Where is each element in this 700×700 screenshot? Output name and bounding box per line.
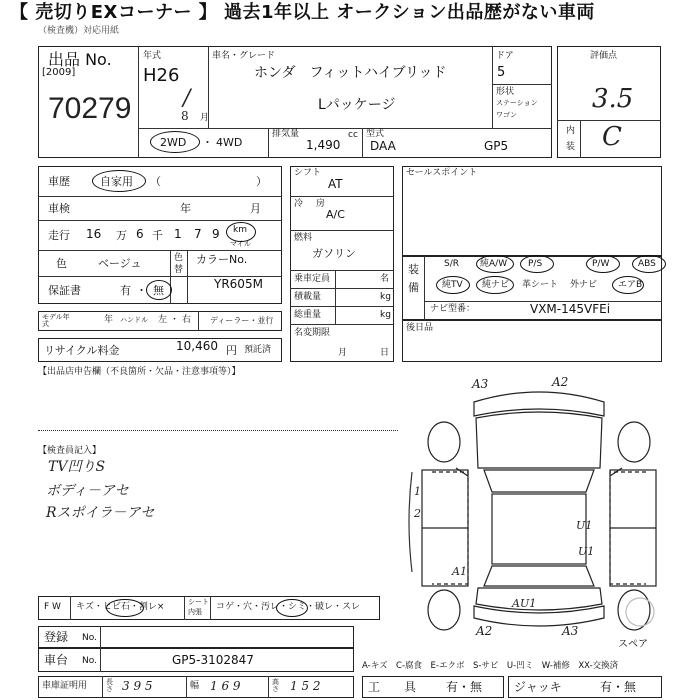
inspector-line-3: Rスポイラ－アセ: [46, 505, 155, 521]
inspection-month-unit: 月: [250, 202, 261, 215]
mileage-d5: 9: [212, 227, 220, 241]
equip-aw: 純A/W: [480, 259, 508, 269]
weight-label: 総重量: [294, 310, 322, 320]
mileage-u1: 万: [116, 229, 127, 242]
grade: Lパッケージ: [318, 97, 396, 113]
mileage-d4: 7: [194, 227, 202, 241]
mileage-d1: 16: [86, 227, 102, 241]
aircon-label2: 房: [316, 199, 326, 209]
shift-value: AT: [328, 177, 343, 191]
equipment-label2: 備: [408, 281, 419, 294]
diag-mark-a3-top: A3: [472, 377, 489, 391]
diag-mark-u1-upper: U1: [576, 519, 593, 532]
inspector-line-1: TV凹りS: [48, 459, 106, 475]
load-label: 積載量: [294, 292, 322, 302]
warranty-yes: 有: [120, 284, 131, 297]
recycle-label: リサイクル料金: [44, 344, 120, 357]
sales-points-block: [402, 166, 662, 256]
handle-label: ハンドル: [120, 316, 148, 324]
color-value: ベージュ: [98, 257, 142, 270]
history-label: 車歴: [48, 175, 70, 188]
color-change-label1: 色: [174, 253, 184, 263]
interior-value: C: [602, 122, 622, 152]
navi-value: VXM-145VFEi: [530, 302, 611, 316]
chassis-value: GP5-3102847: [172, 653, 254, 667]
diag-mark-1: 1: [414, 485, 421, 498]
cert-label: 車庫証明用: [42, 681, 88, 691]
handle-sep: ・: [170, 315, 180, 325]
equip-navi: 純ナビ: [482, 280, 510, 290]
history-paren-close: ）: [256, 175, 267, 188]
fw-seat-label1: シート: [188, 598, 209, 606]
equipment-label1: 装: [408, 263, 419, 276]
diag-mark-a2-bottom: A2: [476, 624, 493, 638]
history-value: 自家用: [100, 175, 133, 188]
equip-abs: ABS: [638, 259, 656, 269]
door-value: 5: [497, 65, 506, 80]
inspection-year-unit: 年: [180, 202, 191, 215]
registration-label: 登録: [44, 630, 69, 644]
handle-right: 右: [182, 315, 192, 325]
load-unit: kg: [380, 292, 391, 302]
fw-seat-items: コゲ・穴・汚レ・シミ・破レ・スレ: [216, 602, 361, 612]
capacity-unit: 名: [380, 274, 390, 284]
shape-opt1: ステーション: [496, 99, 538, 107]
cert-wid-value: 1 6 9: [210, 679, 241, 693]
seller-notes-label: 【出品店申告欄（不良箇所・欠品・注意事項等）】: [38, 367, 241, 377]
cc-unit: cc: [348, 130, 358, 140]
inspector-label: 【検査員記入】: [38, 446, 102, 456]
color-code-value: YR605M: [214, 277, 263, 291]
shift-label: シフト: [294, 168, 322, 178]
cert-hgt-label: 高さ: [272, 678, 279, 693]
equip-sr: S/R: [444, 259, 459, 269]
equip-pw: P/W: [592, 259, 610, 269]
aircon-value: A/C: [326, 208, 345, 221]
handle-left: 左: [158, 315, 168, 325]
diag-mark-2: 2: [414, 507, 421, 520]
diag-mark-a2-top: A2: [552, 375, 569, 389]
mileage-unit-mile: マイル: [230, 240, 251, 248]
diag-mark-au1: AU1: [512, 597, 537, 610]
model-code: GP5: [484, 139, 509, 153]
color-change-label2: 替: [174, 265, 184, 275]
mileage-d3: 1: [174, 227, 182, 241]
history-paren-open: （: [150, 175, 161, 188]
after-notes-block: [402, 320, 662, 362]
recycle-note: 預託済: [244, 345, 272, 355]
recycle-value: 10,460: [176, 339, 218, 353]
color-code-label: カラーNo.: [196, 253, 248, 266]
shape-label: 形状: [496, 87, 515, 97]
warranty-label: 保証書: [48, 284, 81, 297]
cert-len-value: 3 9 5: [122, 679, 153, 693]
score-label: 評価点: [590, 51, 618, 61]
equip-airbag: エアB: [618, 280, 643, 290]
weight-unit: kg: [380, 310, 391, 320]
mileage-d2: 6: [136, 227, 144, 241]
diag-mark-a1: A1: [452, 565, 467, 578]
fw-seat-label2: 内張: [188, 608, 202, 616]
drive-sep: ・: [202, 136, 213, 149]
reg-change-day: 日: [380, 348, 390, 358]
capacity-label: 乗車定員: [294, 274, 331, 284]
equip-leather: 革シート: [522, 280, 559, 290]
lot-number: 70279: [48, 92, 132, 125]
page-title: 【 売切りEXコーナー 】 過去1年以上 オークション出品歴がない車両: [10, 2, 595, 23]
drive-2wd: 2WD: [160, 136, 187, 149]
tools-label: 工 具: [368, 680, 417, 694]
mileage-unit-km: km: [233, 225, 247, 235]
diag-mark-a3-bottom: A3: [562, 624, 579, 638]
inspector-line-2: ボディ－アセ: [46, 483, 129, 499]
model-row-year-unit: 年: [104, 315, 114, 325]
model-row-label: モデル年式: [42, 313, 70, 328]
car-damage-diagram: [404, 372, 674, 640]
cc-value: 1,490: [306, 138, 341, 152]
fw-label: F W: [44, 602, 61, 612]
spare-label: スペア: [618, 639, 648, 650]
shape-opt2: ワゴン: [496, 111, 517, 119]
car-name: ホンダ フィットハイブリッド: [254, 65, 447, 81]
month-mark: /: [183, 86, 191, 111]
equip-tv: 純TV: [442, 280, 463, 290]
equip-ext-navi: 外ナビ: [570, 280, 598, 290]
month-unit: 月: [200, 113, 210, 123]
warranty-sep: ・: [136, 284, 147, 297]
interior-label2: 装: [566, 142, 576, 152]
aircon-label1: 冷: [294, 199, 304, 209]
equip-ps: P/S: [528, 259, 543, 269]
fuel-value: ガソリン: [312, 247, 356, 260]
reg-change-month: 月: [338, 348, 348, 358]
month-value: 8: [181, 109, 189, 123]
cert-len-label: 長さ: [106, 678, 113, 693]
color-label: 色: [56, 257, 67, 270]
reg-change-label: 名変期限: [294, 328, 331, 338]
fw-hibi-circle: [106, 599, 144, 617]
name-label: 車名・グレード: [212, 51, 276, 61]
mileage-u2: 千: [152, 229, 163, 242]
chassis-suffix: No.: [82, 656, 97, 666]
warranty-no: 無: [153, 284, 164, 297]
inspection-label: 車検: [48, 202, 70, 215]
door-label: ドア: [496, 51, 514, 61]
cc-label: 排気量: [272, 129, 300, 139]
damage-legend: A-キズ C-腐食 E-エクボ S-サビ U-凹ミ W-補修 XX-交換済: [362, 661, 619, 671]
dealer-label: ディーラー・並行: [210, 316, 274, 325]
year-value: H26: [143, 65, 180, 86]
sales-points-label: セールスポイント: [406, 168, 478, 178]
fw-items: キズ・ヒビ石・割レ×: [76, 602, 165, 612]
registration-suffix: No.: [82, 633, 97, 643]
score-value: 3.5: [592, 84, 634, 114]
diag-mark-u1-lower: U1: [578, 545, 595, 558]
tools-value: 有・無: [446, 680, 483, 694]
cert-wid-label: 幅: [190, 681, 200, 691]
year-label: 年式: [143, 51, 162, 61]
jack-label: ジャッキ: [514, 680, 562, 694]
fuel-label: 燃料: [294, 233, 313, 243]
drive-4wd: 4WD: [216, 136, 243, 149]
model-label: 型式: [366, 129, 385, 139]
model-value: DAA: [370, 139, 396, 153]
mileage-label: 走行: [48, 229, 70, 242]
interior-label1: 内: [566, 126, 576, 136]
cert-hgt-value: 1 5 2: [290, 679, 321, 693]
lot-label: 出品 No.: [48, 50, 112, 69]
after-notes-label: 後日品: [406, 323, 434, 333]
chassis-label: 車台: [44, 653, 69, 667]
navi-label: ナビ型番：: [430, 304, 476, 314]
lot-year-tag: [2009]: [42, 67, 76, 78]
recycle-unit: 円: [226, 344, 237, 357]
fw-seat-circle: [276, 599, 308, 617]
jack-value: 有・無: [600, 680, 637, 694]
form-type-note: （検査機）対応用紙: [38, 26, 120, 36]
